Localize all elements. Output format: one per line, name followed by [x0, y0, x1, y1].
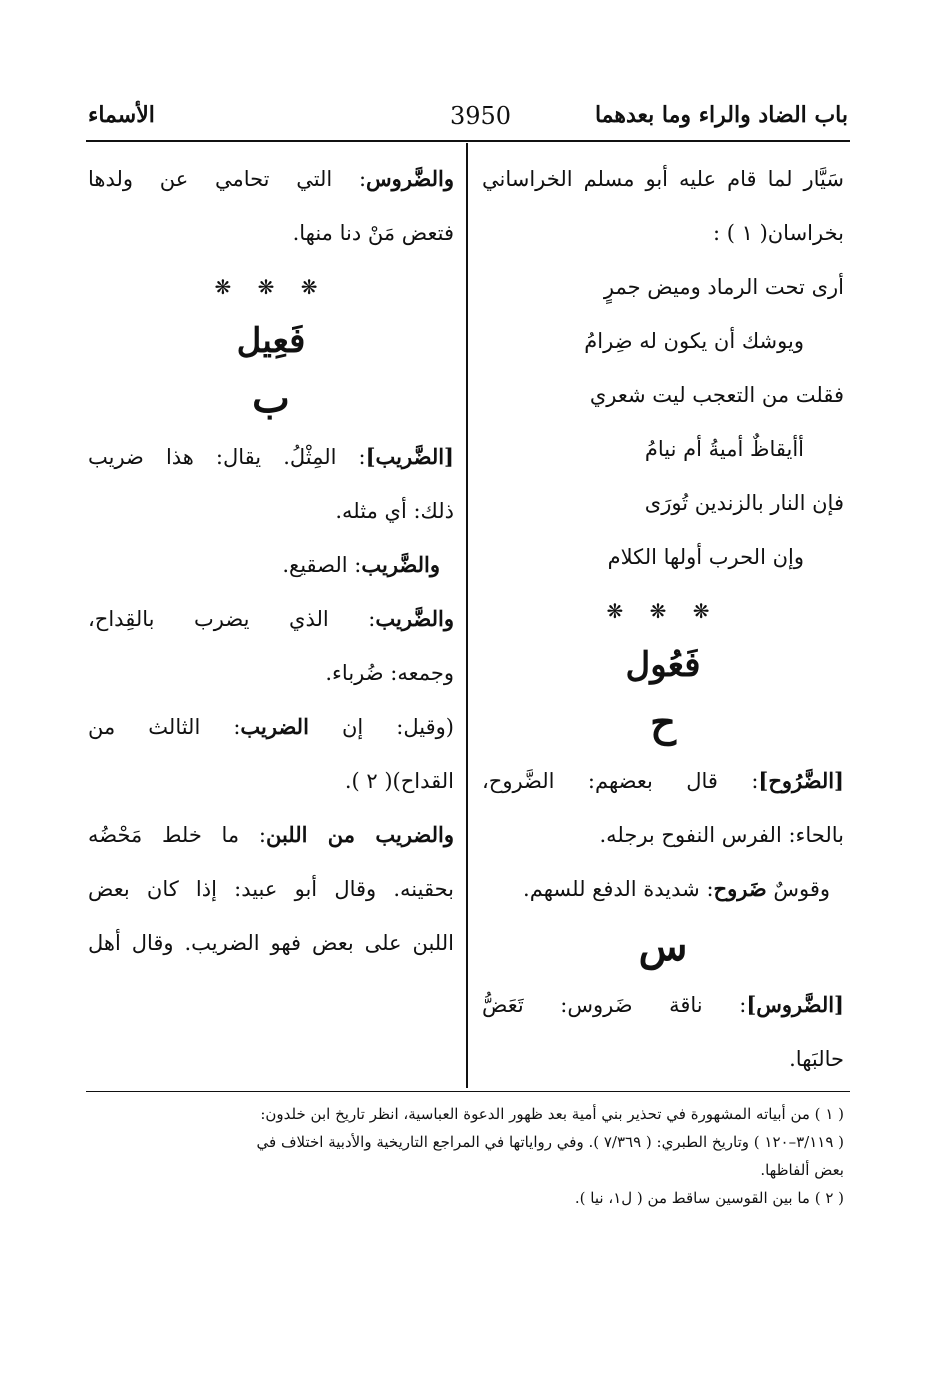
entry-text: وقوسٌ: [766, 877, 830, 901]
verse-line: ويوشك أن يكون له ضِرامُ: [584, 329, 804, 353]
pattern-heading: فَعِيل: [236, 321, 306, 361]
entry-term: والضَّروس: [366, 166, 454, 191]
entry-text: : الثالث من: [88, 715, 241, 739]
text-line: حالبَها.: [789, 1047, 844, 1071]
entry-line: [88, 538, 454, 592]
entry-text: : المِثْلُ. يقال: هذا ضريب: [88, 445, 366, 469]
entry-line: [88, 700, 454, 754]
footnotes: [88, 1100, 844, 1212]
text-line: ذلك: أي مثله.: [335, 499, 454, 523]
footnote-line: بعض ألفاظها.: [760, 1161, 844, 1179]
entry-term: [الضَّروس]: [746, 992, 844, 1017]
right-column: [482, 152, 844, 1086]
text-line: وجمعه: ضُرباء.: [325, 661, 454, 685]
entry-line: [482, 754, 844, 808]
verse-line: وإن الحرب أولها الكلام: [607, 545, 804, 569]
page-header: [88, 98, 848, 138]
footnote-line: ( ١ ) من أبياته المشهورة في تحذير بني أمية بعد ظهور الدعوة العباسية، انظر تاريخ ابن خلدون:: [260, 1105, 844, 1123]
entry-line: [482, 862, 844, 916]
footnote-line: ( ٣/١١٩–١٢٠ ) وتاريخ الطبري: ( ٧/٣٦٩ ). وفي رواياتها في المراجع التاريخية والأدبية اختلاف في: [256, 1133, 844, 1151]
entry-term: ضَروح: [713, 876, 767, 901]
entry-line: [88, 808, 454, 862]
verse-line: أرى تحت الرماد وميض جمرٍ: [603, 275, 844, 299]
verse-line: فإن النار بالزندين تُورَى: [644, 491, 844, 515]
text-line: اللبن على بعض فهو الضريب. وقال أهل: [88, 931, 454, 955]
header-rule: [86, 140, 850, 142]
entry-line: [482, 978, 844, 1032]
letter-heading: س: [638, 923, 688, 970]
entry-term: [الضَّريب]: [365, 444, 454, 469]
page-number: 3950: [450, 102, 512, 130]
entry-text: : الذي يضرب بالقِداح،: [88, 607, 376, 631]
column-divider: [466, 143, 468, 1088]
pattern-heading: فَعُول: [625, 645, 701, 685]
verse-line: فقلت من التعجب ليت شعري: [589, 383, 844, 407]
entry-text: : ما خلط مَحْضُه: [88, 823, 266, 847]
letter-heading: ح: [650, 699, 676, 746]
entry-text: : الصقيع.: [282, 553, 362, 577]
category-title: الأسماء: [88, 102, 155, 128]
verse-line: أأيقاظٌ أميةُ أم نيامُ: [644, 437, 804, 461]
entry-text: : شديدة الدفع للسهم.: [523, 877, 714, 901]
entry-term: والضَّريب: [375, 606, 454, 631]
entry-term: الضريب: [240, 714, 309, 739]
entry-text: : التي تحامي عن ولدها: [88, 167, 367, 191]
entry-text: : قال بعضهم: الضَّروح،: [482, 769, 759, 793]
entry-line: [88, 152, 454, 206]
section-separator: ❋ ❋ ❋: [606, 599, 720, 623]
letter-heading: ب: [252, 375, 290, 422]
entry-term: والضَّريب: [361, 552, 440, 577]
text-line: بخراسان( ١ ) :: [712, 221, 844, 245]
section-title: باب الضاد والراء وما بعدهما: [594, 102, 848, 128]
footnote-line: ( ٢ ) ما بين القوسين ساقط من ( ل١، نيا ).: [574, 1189, 844, 1207]
entry-line: [88, 430, 454, 484]
text-line: سَيَّار لما قام عليه أبو مسلم الخراساني: [482, 167, 844, 191]
entry-text: (وقيل: إن: [308, 715, 454, 739]
entry-text: : ناقة ضَروس: تَعَضُّ: [482, 993, 747, 1017]
footnote-rule: [86, 1091, 850, 1092]
section-separator: ❋ ❋ ❋: [214, 275, 328, 299]
text-line: فتعض مَنْ دنا منها.: [292, 221, 454, 245]
text-line: بحقينه. وقال أبو عبيد: إذا كان بعض: [88, 877, 454, 901]
entry-term: والضريب من اللبن: [265, 822, 454, 847]
left-column: [88, 152, 454, 970]
entry-term: [الضَّرُوح]: [758, 768, 844, 793]
text-line: القداح)( ٢ ).: [344, 769, 454, 793]
text-line: بالحاء: الفرس النفوح برجله.: [599, 823, 844, 847]
entry-line: [88, 592, 454, 646]
